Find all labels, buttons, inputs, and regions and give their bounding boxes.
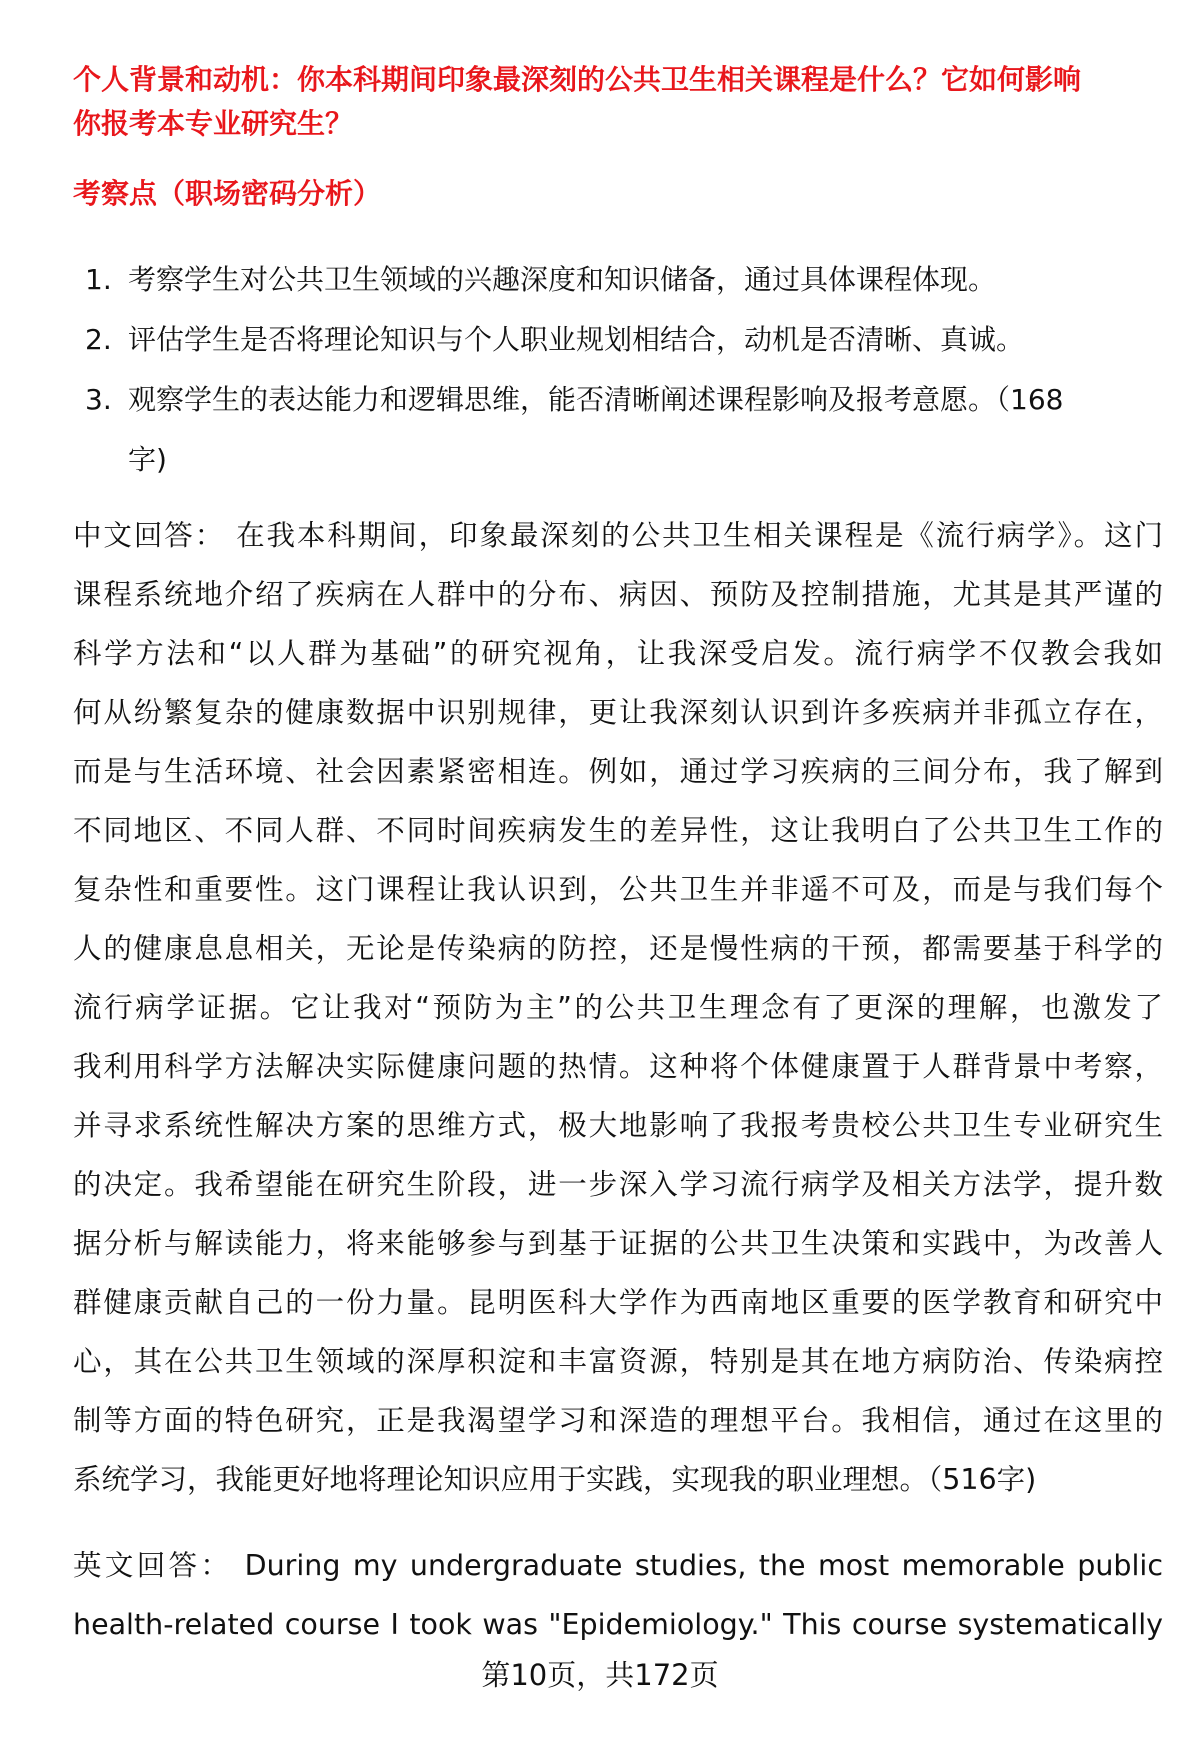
text-line: health-related course I took was "Epidemiology." This course systematically — [73, 1608, 1163, 1641]
chinese-answer — [73, 506, 1163, 1509]
list-text: 观察学生的表达能力和逻辑思维，能否清晰阐述课程影响及报考意愿。（168 — [128, 383, 1064, 416]
list-item — [85, 250, 1160, 310]
title-line: 你报考本专业研究生？ — [73, 107, 354, 140]
title-line: 个人背景和动机：你本科期间印象最深刻的公共卫生相关课程是什么？它如何影响 — [73, 63, 1082, 96]
text-line: 英文回答： During my undergraduate studies, the most memorable public — [73, 1549, 1163, 1582]
text-line: 科学方法和“以人群为基础”的研究视角，让我深受启发。流行病学不仅教会我如 — [73, 637, 1163, 670]
text-line: 课程系统地介绍了疾病在人群中的分布、病因、预防及控制措施，尤其是其严谨的 — [73, 578, 1163, 611]
list-item-continuation — [85, 430, 1160, 490]
text-line: 据分析与解读能力，将来能够参与到基于证据的公共卫生决策和实践中，为改善人 — [73, 1227, 1163, 1260]
list-number: 1. — [85, 263, 112, 296]
list-text: 评估学生是否将理论知识与个人职业规划相结合，动机是否清晰、真诚。 — [128, 323, 1025, 356]
page-indicator: 第10页，共172页 — [481, 1658, 719, 1692]
text-line: 复杂性和重要性。这门课程让我认识到，公共卫生并非遥不可及，而是与我们每个 — [73, 873, 1163, 906]
text-line: 并寻求系统性解决方案的思维方式，极大地影响了我报考贵校公共卫生专业研究生 — [73, 1109, 1163, 1142]
list-number: 3. — [85, 383, 112, 416]
text-line: 制等方面的特色研究，正是我渴望学习和深造的理想平台。我相信，通过在这里的 — [73, 1404, 1163, 1437]
text-line: 系统学习，我能更好地将理论知识应用于实践，实现我的职业理想。（516字) — [73, 1463, 1037, 1496]
list-item — [85, 310, 1160, 370]
text-line: 流行病学证据。它让我对“预防为主”的公共卫生理念有了更深的理解，也激发了 — [73, 991, 1163, 1024]
text-line: 人的健康息息相关，无论是传染病的防控，还是慢性病的干预，都需要基于科学的 — [73, 932, 1163, 965]
text-line: 群健康贡献自己的一份力量。昆明医科大学作为西南地区重要的医学教育和研究中 — [73, 1286, 1163, 1319]
assessment-points-list — [85, 250, 1160, 490]
text-line: 心，其在公共卫生领域的深厚积淀和丰富资源，特别是其在地方病防治、传染病控 — [73, 1345, 1163, 1378]
list-number: 2. — [85, 323, 112, 356]
question-title — [73, 58, 1163, 146]
text-line: 而是与生活环境、社会因素紧密相连。例如，通过学习疾病的三间分布，我了解到 — [73, 755, 1163, 788]
section-heading: 考察点（职场密码分析） — [73, 177, 382, 210]
text-line: 我利用科学方法解决实际健康问题的热情。这种将个体健康置于人群背景中考察， — [73, 1050, 1163, 1083]
text-line: 中文回答： 在我本科期间，印象最深刻的公共卫生相关课程是《流行病学》。这门 — [73, 519, 1163, 552]
english-answer — [73, 1536, 1163, 1654]
list-item — [85, 370, 1160, 430]
list-text: 字) — [128, 443, 167, 476]
text-line: 不同地区、不同人群、不同时间疾病发生的差异性，这让我明白了公共卫生工作的 — [73, 814, 1163, 847]
list-text: 考察学生对公共卫生领域的兴趣深度和知识储备，通过具体课程体现。 — [128, 263, 997, 296]
text-line: 的决定。我希望能在研究生阶段，进一步深入学习流行病学及相关方法学，提升数 — [73, 1168, 1163, 1201]
text-line: 何从纷繁复杂的健康数据中识别规律，更让我深刻认识到许多疾病并非孤立存在， — [73, 696, 1163, 729]
